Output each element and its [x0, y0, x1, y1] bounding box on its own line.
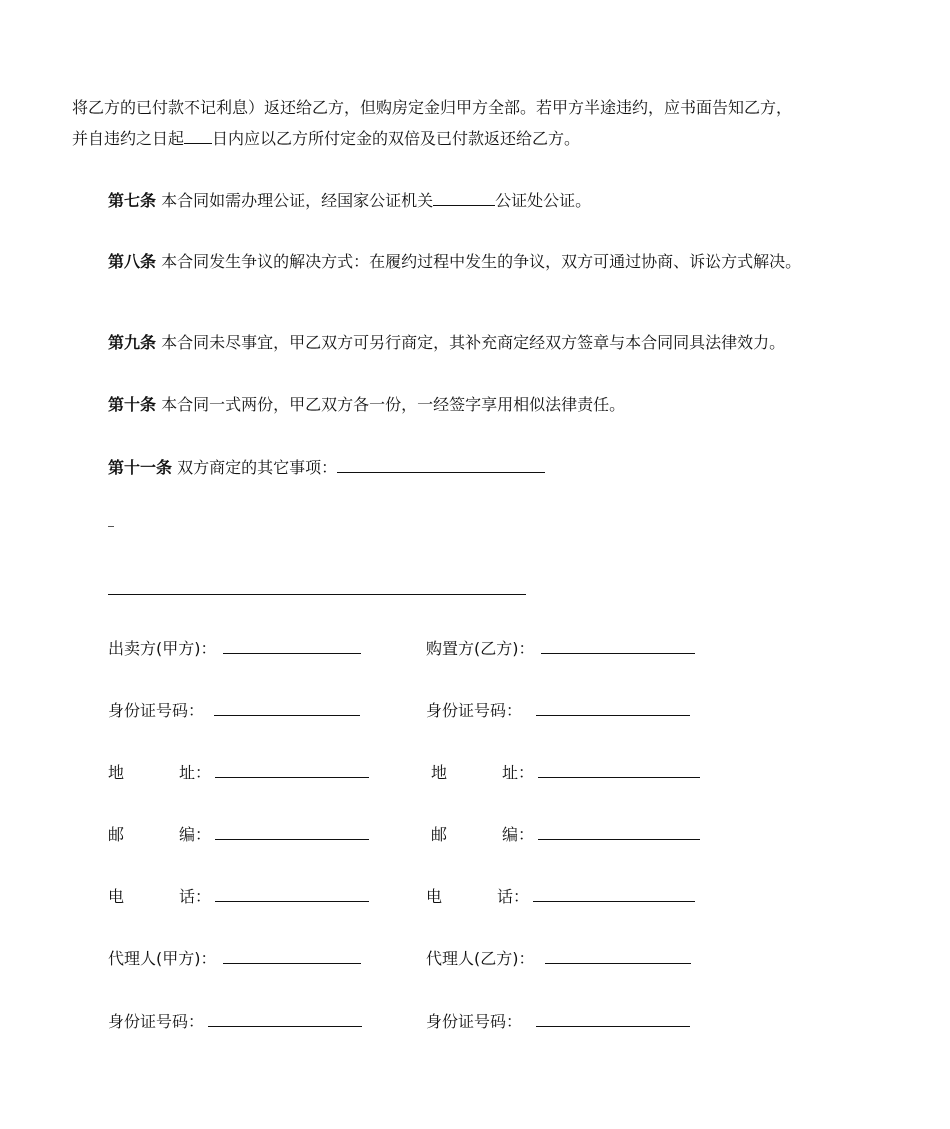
seller-phone-field — [108, 885, 369, 907]
seller-address-blank[interactable] — [215, 761, 369, 778]
article-9-text: 本合同未尽事宜，甲乙双方可另行商定，其补充商定经双方签章与本合同同具法律效力。 — [156, 333, 786, 352]
seller-postcode-blank[interactable] — [215, 823, 369, 840]
buyer-agent-id-label: 身份证号码： — [426, 1012, 523, 1031]
article-8-title: 第八条 — [108, 252, 157, 271]
buyer-address-label-b: 址： — [502, 763, 535, 782]
seller-agent-label: 代理人(甲方)： — [108, 949, 217, 968]
article-9 — [108, 333, 785, 353]
seller-agent-id-field — [108, 1010, 362, 1032]
seller-postcode-field — [108, 823, 369, 845]
seller-phone-label-b: 话： — [179, 887, 212, 906]
buyer-postcode-label-a: 邮 — [431, 825, 448, 844]
buyer-blank[interactable] — [541, 637, 695, 654]
days-blank[interactable] — [184, 128, 212, 144]
article-7-text-b: 公证处公证。 — [495, 191, 592, 210]
buyer-postcode-blank[interactable] — [538, 823, 700, 840]
paragraph-line-2-part-a: 并自违约之日起 — [72, 129, 185, 148]
buyer-phone-field — [426, 885, 695, 907]
buyer-phone-blank[interactable] — [533, 885, 695, 902]
buyer-agent-id-blank[interactable] — [536, 1010, 690, 1027]
seller-address-label-b: 址： — [179, 763, 212, 782]
buyer-agent-label: 代理人(乙方)： — [426, 949, 535, 968]
buyer-field — [426, 637, 695, 659]
buyer-label: 购置方(乙方)： — [426, 639, 535, 658]
buyer-phone-label-a: 电 — [426, 887, 443, 906]
buyer-postcode-field — [431, 823, 700, 845]
buyer-agent-field — [426, 947, 691, 969]
seller-field — [108, 637, 361, 659]
seller-address-field — [108, 761, 369, 783]
buyer-id-field — [426, 699, 690, 721]
stray-dash-mark — [108, 526, 114, 527]
article-10-title: 第十条 — [108, 395, 157, 414]
seller-address-label-a: 地 — [108, 763, 125, 782]
seller-id-blank[interactable] — [214, 699, 360, 716]
article-7 — [108, 190, 591, 211]
other-matters-blank[interactable] — [337, 457, 545, 473]
buyer-address-field — [431, 761, 700, 783]
buyer-id-blank[interactable] — [536, 699, 690, 716]
paragraph-line-1: 将乙方的已付款不记利息）返还给乙方，但购房定金归甲方全部。若甲方半途违约，应书面告知乙方， — [72, 98, 793, 117]
buyer-address-label-a: 地 — [431, 763, 448, 782]
buyer-agent-id-field — [426, 1010, 690, 1032]
seller-agent-blank[interactable] — [223, 947, 361, 964]
buyer-postcode-label-b: 编： — [502, 825, 535, 844]
seller-agent-id-label: 身份证号码： — [108, 1012, 205, 1031]
article-7-text-a: 本合同如需办理公证，经国家公证机关 — [156, 191, 434, 210]
seller-label: 出卖方(甲方)： — [108, 639, 217, 658]
seller-postcode-label-a: 邮 — [108, 825, 125, 844]
article-10 — [108, 395, 625, 415]
blank-rule-line[interactable] — [108, 594, 526, 595]
seller-agent-id-blank[interactable] — [208, 1010, 362, 1027]
buyer-address-blank[interactable] — [538, 761, 700, 778]
buyer-id-label: 身份证号码： — [426, 701, 523, 720]
article-11-title: 第十一条 — [108, 458, 173, 477]
seller-id-label: 身份证号码： — [108, 701, 205, 720]
seller-id-field — [108, 699, 360, 721]
article-8 — [108, 252, 801, 272]
seller-blank[interactable] — [223, 637, 361, 654]
paragraph-line-2 — [72, 128, 580, 149]
seller-phone-blank[interactable] — [215, 885, 369, 902]
paragraph-line-2-part-b: 日内应以乙方所付定金的双倍及已付款返还给乙方。 — [212, 129, 581, 148]
article-7-title: 第七条 — [108, 191, 157, 210]
buyer-agent-blank[interactable] — [545, 947, 691, 964]
seller-postcode-label-b: 编： — [179, 825, 212, 844]
buyer-phone-label-b: 话： — [497, 887, 530, 906]
notary-blank[interactable] — [433, 190, 495, 206]
article-10-text: 本合同一式两份，甲乙双方各一份，一经签字享用相似法律责任。 — [156, 395, 626, 414]
article-11-text: 双方商定的其它事项： — [172, 458, 338, 477]
seller-agent-field — [108, 947, 361, 969]
article-8-text: 本合同发生争议的解决方式：在履约过程中发生的争议，双方可通过协商、诉讼方式解决。 — [156, 252, 802, 271]
article-9-title: 第九条 — [108, 333, 157, 352]
article-11 — [108, 457, 545, 478]
seller-phone-label-a: 电 — [108, 887, 125, 906]
